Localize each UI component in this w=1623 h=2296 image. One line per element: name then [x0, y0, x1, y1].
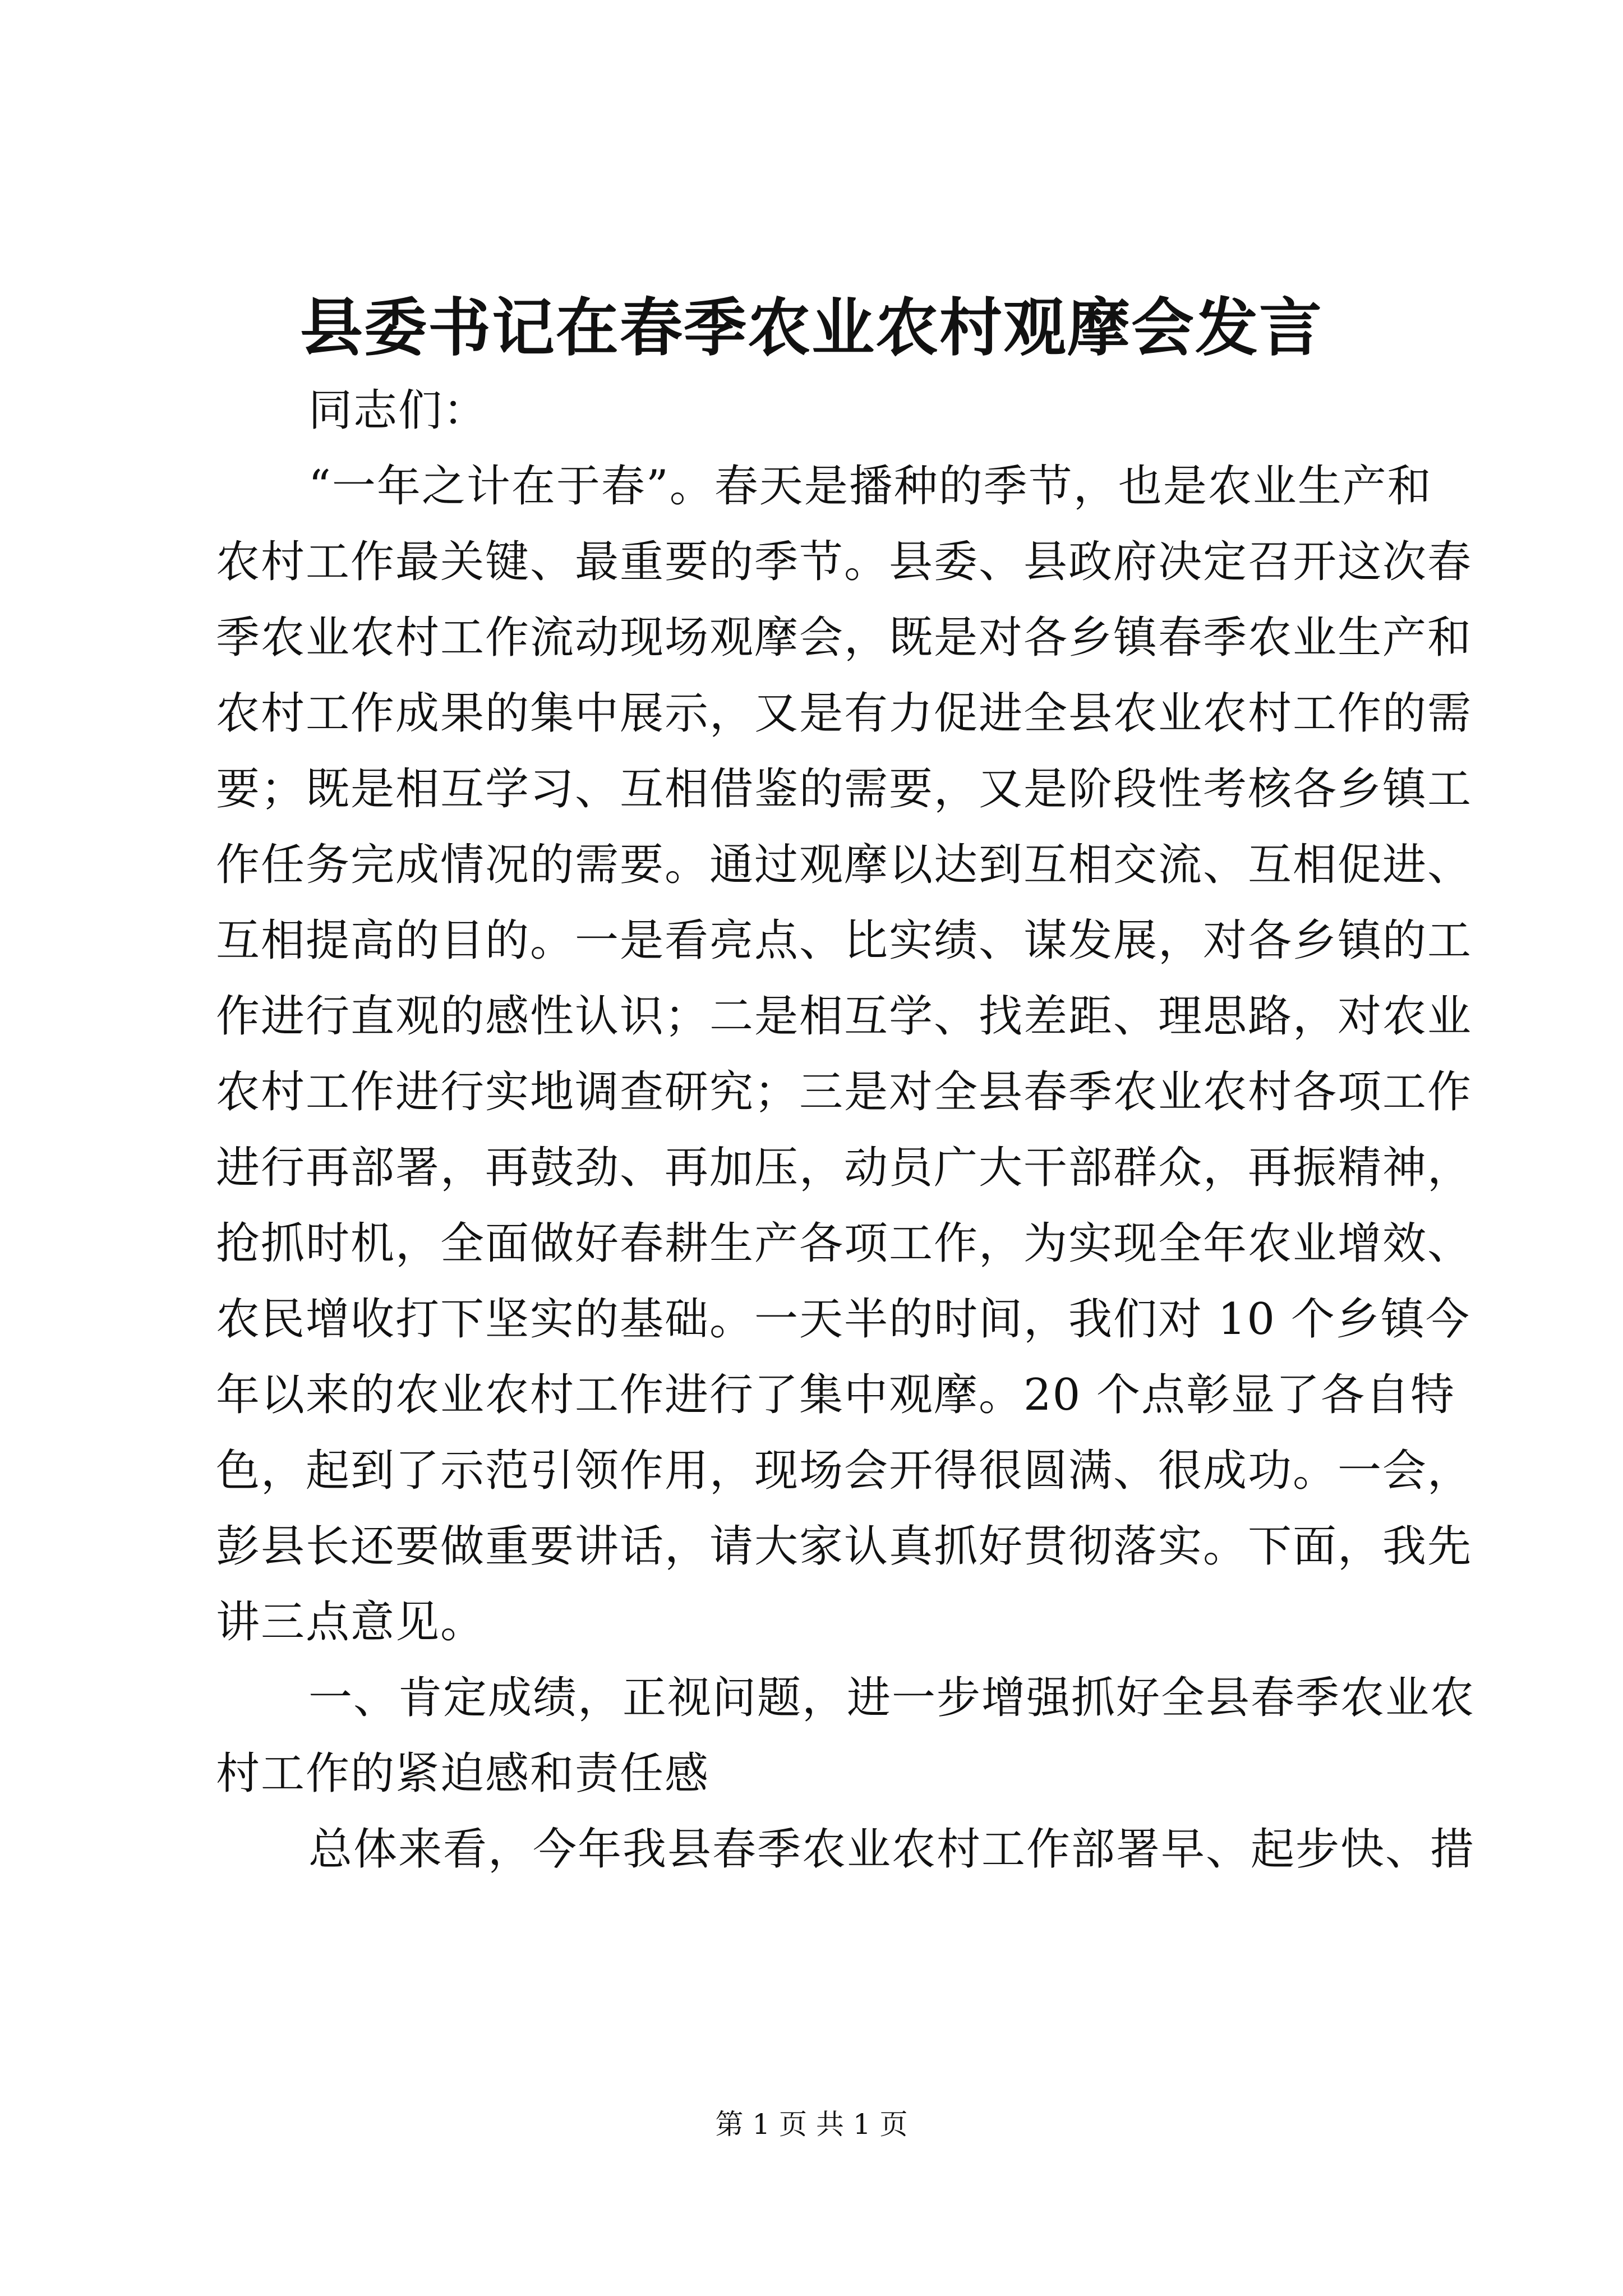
paragraph-line: 作任务完成情况的需要。通过观摩以达到互相交流、互相促进、 [216, 840, 1473, 890]
document-title: 县委书记在春季农业农村观摩会发言 [300, 291, 1323, 365]
paragraph-line: 农村工作最关键、最重要的季节。县委、县政府决定召开这次春 [216, 537, 1473, 587]
paragraph-line: 作进行直观的感性认识；二是相互学、找差距、理思路，对农业 [216, 991, 1473, 1042]
paragraph-line: 色，起到了示范引领作用，现场会开得很圆满、很成功。一会， [216, 1446, 1473, 1496]
section-heading-line: 一、肯定成绩，正视问题，进一步增强抓好全县春季农业农 [308, 1673, 1476, 1723]
paragraph-line: 要；既是相互学习、互相借鉴的需要，又是阶段性考核各乡镇工 [216, 764, 1473, 815]
paragraph-line: 总体来看，今年我县春季农业农村工作部署早、起步快、措 [308, 1824, 1476, 1875]
paragraph-line: 农村工作成果的集中展示，又是有力促进全县农业农村工作的需 [216, 688, 1473, 739]
paragraph-line: 进行再部署，再鼓劲、再加压，动员广大干部群众，再振精神， [216, 1143, 1473, 1193]
document-body [216, 373, 1476, 1888]
paragraph-line: 农村工作进行实地调查研究；三是对全县春季农业农村各项工作 [216, 1067, 1473, 1117]
paragraph-line: 讲三点意见。 [216, 1597, 486, 1648]
paragraph-line: 农民增收打下坚实的基础。一天半的时间，我们对 10 个乡镇今 [216, 1294, 1470, 1345]
paragraph-line: 抢抓时机，全面做好春耕生产各项工作，为实现全年农业增效、 [216, 1218, 1473, 1269]
paragraph-line: 年以来的农业农村工作进行了集中观摩。20 个点彰显了各自特 [216, 1370, 1456, 1420]
page-footer: 第 1 页 共 1 页 [715, 2108, 908, 2141]
salutation: 同志们： [308, 385, 488, 436]
section-heading-line: 村工作的紧迫感和责任感 [216, 1749, 710, 1799]
paragraph-line: 彭县长还要做重要讲话，请大家认真抓好贯彻落实。下面，我先 [216, 1521, 1473, 1572]
paragraph-line: 互相提高的目的。一是看亮点、比实绩、谋发展，对各乡镇的工 [216, 915, 1473, 966]
paragraph-line: “一年之计在于春”。春天是播种的季节，也是农业生产和 [308, 461, 1432, 512]
paragraph-line: 季农业农村工作流动现场观摩会，既是对各乡镇春季农业生产和 [216, 613, 1473, 663]
